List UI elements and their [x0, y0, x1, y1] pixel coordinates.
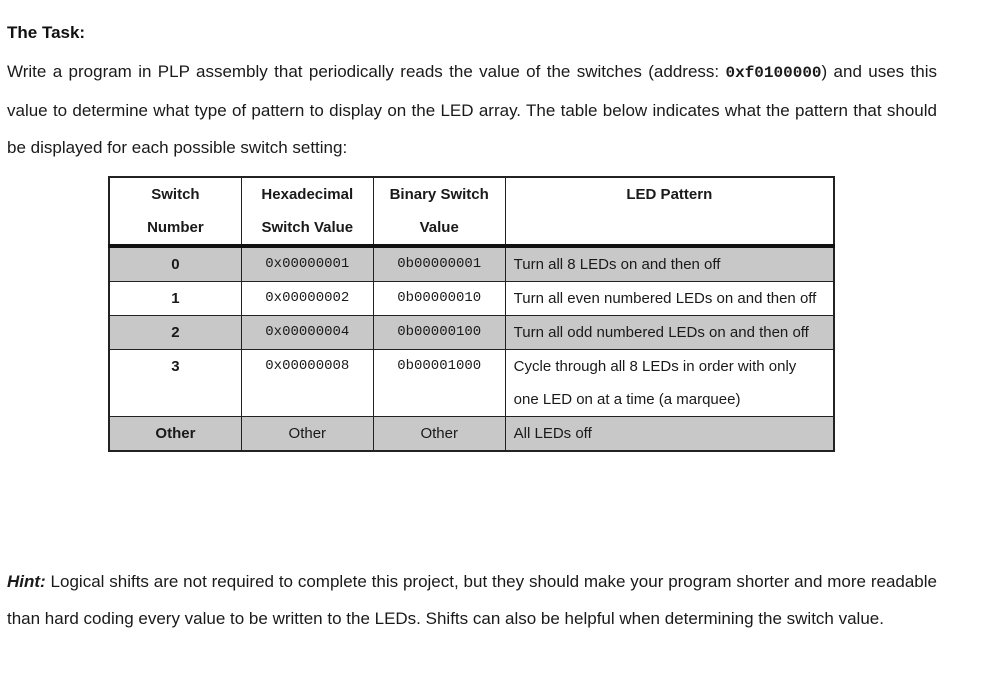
intro-text-before: Write a program in PLP assembly that periodically reads the value of the switches (address:: [7, 62, 726, 81]
cell-switch-number: 3: [109, 350, 241, 417]
cell-led-pattern: Turn all even numbered LEDs on and then off: [505, 282, 834, 316]
cell-hex-value: 0x00000004: [241, 316, 373, 350]
table-row: [109, 316, 834, 350]
cell-led-pattern: Turn all odd numbered LEDs on and then off: [505, 316, 834, 350]
cell-switch-number: 2: [109, 316, 241, 350]
table-row: [109, 350, 834, 417]
cell-switch-number: 0: [109, 246, 241, 282]
header-hex-line1: Hexadecimal: [261, 186, 354, 203]
table-row: [109, 246, 834, 282]
table-row: [109, 282, 834, 316]
header-led-pattern: [505, 177, 834, 246]
cell-led-pattern: All LEDs off: [505, 417, 834, 452]
cell-binary-value: 0b00000100: [373, 316, 505, 350]
header-switch-number: [109, 177, 241, 246]
cell-hex-value: 0x00000001: [241, 246, 373, 282]
cell-switch-number: 1: [109, 282, 241, 316]
task-heading: The Task:: [7, 23, 86, 42]
switch-pattern-table: [108, 176, 835, 452]
header-binary-line1: Binary Switch: [389, 186, 489, 203]
table-row: [109, 417, 834, 452]
header-switch-number-line1: Switch: [151, 186, 200, 203]
hint-label: Hint:: [7, 572, 46, 591]
cell-binary-value: Other: [373, 417, 505, 452]
header-switch-number-line2: Number: [147, 219, 204, 236]
cell-hex-value: Other: [241, 417, 373, 452]
switch-address: 0xf0100000: [725, 64, 822, 82]
header-hex-value: [241, 177, 373, 246]
header-binary-value: [373, 177, 505, 246]
hint-text: Logical shifts are not required to complete this project, but they should make your program shorter and more readable than hard coding every value to be written to the LEDs. Shifts can also be helpful when determining the switch value.: [7, 572, 937, 628]
task-description: [7, 53, 937, 166]
table-header-row: [109, 177, 834, 246]
cell-hex-value: 0x00000008: [241, 350, 373, 417]
hint-paragraph: [7, 563, 937, 637]
header-pattern-label: LED Pattern: [626, 186, 713, 203]
cell-binary-value: 0b00001000: [373, 350, 505, 417]
intro-text-after: ) and uses this value to determine what type of pattern to display on the LED array. The table below indicates what the pattern that should be displayed for each possible switch setting:: [7, 62, 937, 157]
cell-binary-value: 0b00000001: [373, 246, 505, 282]
cell-binary-value: 0b00000010: [373, 282, 505, 316]
cell-hex-value: 0x00000002: [241, 282, 373, 316]
header-binary-line2: Value: [419, 219, 459, 236]
header-hex-line2: Switch Value: [261, 219, 354, 236]
cell-led-pattern: Turn all 8 LEDs on and then off: [505, 246, 834, 282]
cell-led-pattern: Cycle through all 8 LEDs in order with only one LED on at a time (a marquee): [505, 350, 834, 417]
cell-switch-number: Other: [109, 417, 241, 452]
